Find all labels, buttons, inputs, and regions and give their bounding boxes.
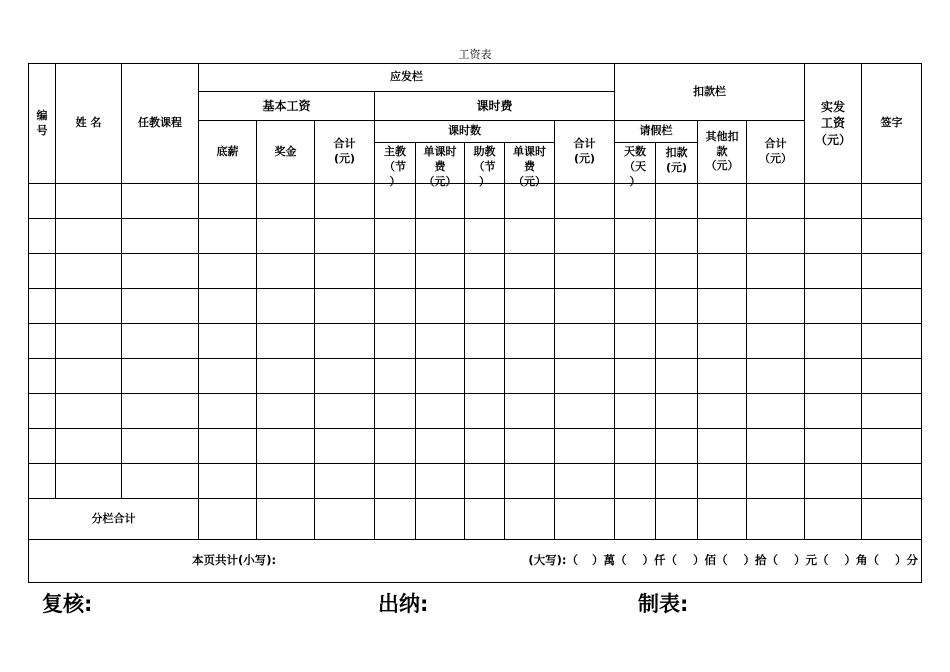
header-class-fee: 课时费	[375, 92, 615, 121]
table-cell[interactable]	[698, 359, 747, 394]
table-cell[interactable]	[805, 324, 862, 359]
table-cell[interactable]	[656, 254, 698, 289]
table-cell[interactable]	[465, 429, 505, 464]
table-cell[interactable]	[862, 184, 922, 219]
table-cell[interactable]	[505, 394, 555, 429]
table-cell[interactable]	[199, 429, 257, 464]
table-cell[interactable]	[199, 324, 257, 359]
table-cell[interactable]	[656, 324, 698, 359]
table-cell[interactable]	[315, 254, 375, 289]
table-cell[interactable]	[56, 324, 122, 359]
table-row	[29, 219, 922, 254]
table-cell[interactable]	[199, 289, 257, 324]
table-cell[interactable]	[122, 289, 199, 324]
subtotal-cell[interactable]	[315, 499, 375, 540]
table-cell[interactable]	[465, 289, 505, 324]
table-cell[interactable]	[465, 254, 505, 289]
table-cell[interactable]	[465, 464, 505, 499]
table-cell[interactable]	[257, 394, 315, 429]
table-cell[interactable]	[698, 394, 747, 429]
table-cell[interactable]	[747, 289, 805, 324]
table-cell[interactable]	[56, 394, 122, 429]
table-row	[29, 464, 922, 499]
unit-qian: ）仟（	[642, 552, 677, 567]
table-cell[interactable]	[656, 464, 698, 499]
header-bonus: 奖金	[257, 121, 315, 184]
table-cell[interactable]	[199, 359, 257, 394]
table-cell[interactable]	[122, 464, 199, 499]
header-base-pay: 底薪	[199, 121, 257, 184]
table-cell[interactable]	[416, 254, 465, 289]
table-cell[interactable]	[698, 429, 747, 464]
table-cell[interactable]	[555, 254, 615, 289]
total-uppercase-label: (大写):（	[528, 552, 578, 567]
table-cell[interactable]	[615, 464, 656, 499]
table-cell[interactable]	[862, 359, 922, 394]
table-cell[interactable]	[56, 289, 122, 324]
table-cell[interactable]	[698, 219, 747, 254]
table-cell[interactable]	[375, 219, 416, 254]
data-rows	[29, 184, 922, 499]
table-cell[interactable]	[615, 219, 656, 254]
header-other-deduction: 其他扣 款 （元）	[698, 121, 747, 184]
subtotal-cell[interactable]	[805, 499, 862, 540]
table-cell[interactable]	[805, 464, 862, 499]
table-cell[interactable]	[805, 429, 862, 464]
table-cell[interactable]	[505, 289, 555, 324]
table-cell[interactable]	[56, 254, 122, 289]
table-cell[interactable]	[29, 184, 56, 219]
header-net-pay: 实发 工资 （元）	[805, 64, 862, 184]
header-signature: 签字	[862, 64, 922, 184]
table-cell[interactable]	[615, 254, 656, 289]
table-cell[interactable]	[375, 394, 416, 429]
table-cell[interactable]	[747, 394, 805, 429]
table-cell[interactable]	[465, 219, 505, 254]
table-cell[interactable]	[257, 289, 315, 324]
table-cell[interactable]	[747, 219, 805, 254]
table-cell[interactable]	[747, 324, 805, 359]
table-cell[interactable]	[315, 184, 375, 219]
table-cell[interactable]	[416, 394, 465, 429]
table-cell[interactable]	[805, 359, 862, 394]
table-cell[interactable]	[315, 324, 375, 359]
table-cell[interactable]	[199, 394, 257, 429]
table-cell[interactable]	[56, 429, 122, 464]
table-cell[interactable]	[615, 324, 656, 359]
table-row	[29, 289, 922, 324]
table-cell[interactable]	[555, 429, 615, 464]
unit-jiao: ）角（	[844, 552, 879, 567]
header-name: 姓 名	[56, 64, 122, 184]
table-cell[interactable]	[805, 289, 862, 324]
unit-fen: ）分	[895, 552, 918, 567]
table-cell[interactable]	[656, 394, 698, 429]
table-cell[interactable]	[416, 289, 465, 324]
header-lead-teaching: 主教 （节 ）	[375, 143, 416, 184]
table-cell[interactable]	[122, 254, 199, 289]
table-cell[interactable]	[257, 254, 315, 289]
salary-table	[28, 63, 922, 583]
table-cell[interactable]	[257, 324, 315, 359]
header-payable: 应发栏	[199, 64, 615, 92]
table-cell[interactable]	[375, 324, 416, 359]
table-cell[interactable]	[416, 324, 465, 359]
subtotal-cell[interactable]	[257, 499, 315, 540]
header-leave-deduction: 扣款 (元)	[656, 143, 698, 184]
table-cell[interactable]	[29, 289, 56, 324]
table-cell[interactable]	[862, 289, 922, 324]
table-cell[interactable]	[656, 359, 698, 394]
table-cell[interactable]	[122, 219, 199, 254]
table-cell[interactable]	[805, 219, 862, 254]
subtotal-cell[interactable]	[656, 499, 698, 540]
table-cell[interactable]	[29, 359, 56, 394]
table-cell[interactable]	[505, 324, 555, 359]
table-cell[interactable]	[416, 429, 465, 464]
preparer-signature-label: 制表:	[638, 592, 689, 616]
header-unit-fee-2: 单课时 费 （元）	[505, 143, 555, 184]
table-cell[interactable]	[862, 394, 922, 429]
table-cell[interactable]	[747, 429, 805, 464]
table-cell[interactable]	[698, 184, 747, 219]
reviewer-signature-label: 复核:	[42, 592, 93, 616]
table-row	[29, 184, 922, 219]
subtotal-cell[interactable]	[375, 499, 416, 540]
header-number: 编 号	[29, 64, 56, 184]
unit-yuan: ）元（	[794, 552, 829, 567]
subtotal-cell[interactable]	[615, 499, 656, 540]
header-base-salary: 基本工资	[199, 92, 375, 121]
table-cell[interactable]	[122, 359, 199, 394]
table-cell[interactable]	[615, 394, 656, 429]
table-cell[interactable]	[862, 219, 922, 254]
table-cell[interactable]	[257, 219, 315, 254]
header-assist-teaching: 助教 （节 ）	[465, 143, 505, 184]
table-cell[interactable]	[29, 429, 56, 464]
table-cell[interactable]	[505, 464, 555, 499]
header-deduction-total: 合计 （元）	[747, 121, 805, 184]
table-cell[interactable]	[656, 184, 698, 219]
table-cell[interactable]	[862, 429, 922, 464]
table-cell[interactable]	[199, 254, 257, 289]
table-cell[interactable]	[257, 184, 315, 219]
table-cell[interactable]	[555, 219, 615, 254]
header-deductions: 扣款栏	[615, 64, 805, 121]
subtotal-cell[interactable]	[747, 499, 805, 540]
unit-shi: ）拾（	[743, 552, 778, 567]
cashier-signature-label: 出纳:	[378, 592, 429, 616]
table-cell[interactable]	[29, 394, 56, 429]
table-cell[interactable]	[29, 324, 56, 359]
table-cell[interactable]	[375, 359, 416, 394]
table-cell[interactable]	[199, 219, 257, 254]
table-cell[interactable]	[698, 289, 747, 324]
header-class-hours: 课时数	[375, 121, 555, 143]
table-cell[interactable]	[465, 324, 505, 359]
table-cell[interactable]	[505, 429, 555, 464]
table-row	[29, 324, 922, 359]
table-cell[interactable]	[315, 219, 375, 254]
header-course: 任教课程	[122, 64, 199, 184]
table-cell[interactable]	[615, 289, 656, 324]
table-cell[interactable]	[375, 254, 416, 289]
table-cell[interactable]	[257, 464, 315, 499]
table-cell[interactable]	[375, 289, 416, 324]
table-cell[interactable]	[315, 394, 375, 429]
table-cell[interactable]	[555, 359, 615, 394]
table-cell[interactable]	[199, 464, 257, 499]
header-leave: 请假栏	[615, 121, 698, 143]
table-cell[interactable]	[122, 394, 199, 429]
table-cell[interactable]	[615, 429, 656, 464]
table-cell[interactable]	[315, 429, 375, 464]
table-cell[interactable]	[416, 359, 465, 394]
document-title: 工资表	[458, 48, 492, 61]
table-cell[interactable]	[375, 464, 416, 499]
header-base-total: 合计 (元)	[315, 121, 375, 184]
table-row	[29, 429, 922, 464]
subtotal-cell[interactable]	[465, 499, 505, 540]
table-cell[interactable]	[555, 394, 615, 429]
table-cell[interactable]	[416, 464, 465, 499]
subtotal-cell[interactable]	[505, 499, 555, 540]
table-cell[interactable]	[29, 219, 56, 254]
header-leave-days: 天数 （天 ）	[615, 143, 656, 184]
table-cell[interactable]	[315, 359, 375, 394]
table-cell[interactable]	[805, 254, 862, 289]
table-cell[interactable]	[122, 324, 199, 359]
table-cell[interactable]	[465, 359, 505, 394]
table-cell[interactable]	[656, 289, 698, 324]
table-cell[interactable]	[505, 254, 555, 289]
table-cell[interactable]	[698, 254, 747, 289]
table-cell[interactable]	[505, 219, 555, 254]
table-cell[interactable]	[257, 429, 315, 464]
header-class-total: 合计 (元)	[555, 121, 615, 184]
table-cell[interactable]	[862, 324, 922, 359]
table-cell[interactable]	[656, 219, 698, 254]
table-cell[interactable]	[862, 464, 922, 499]
table-cell[interactable]	[555, 289, 615, 324]
table-cell[interactable]	[56, 464, 122, 499]
table-cell[interactable]	[29, 464, 56, 499]
subtotal-cell[interactable]	[416, 499, 465, 540]
table-cell[interactable]	[29, 254, 56, 289]
table-row	[29, 254, 922, 289]
table-row	[29, 359, 922, 394]
table-cell[interactable]	[315, 289, 375, 324]
table-cell[interactable]	[747, 254, 805, 289]
subtotal-cell[interactable]	[698, 499, 747, 540]
table-cell[interactable]	[747, 184, 805, 219]
table-cell[interactable]	[56, 219, 122, 254]
table-cell[interactable]	[656, 429, 698, 464]
table-cell[interactable]	[805, 184, 862, 219]
table-cell[interactable]	[375, 429, 416, 464]
subtotal-cell[interactable]	[199, 499, 257, 540]
table-cell[interactable]	[555, 464, 615, 499]
table-cell[interactable]	[199, 184, 257, 219]
table-cell[interactable]	[698, 464, 747, 499]
table-row	[29, 394, 922, 429]
table-cell[interactable]	[122, 184, 199, 219]
table-cell[interactable]	[56, 359, 122, 394]
table-cell[interactable]	[56, 184, 122, 219]
table-cell[interactable]	[615, 359, 656, 394]
subtotal-label: 分栏合计	[29, 499, 199, 540]
subtotal-cell[interactable]	[862, 499, 922, 540]
table-cell[interactable]	[465, 394, 505, 429]
table-cell[interactable]	[747, 464, 805, 499]
table-cell[interactable]	[257, 359, 315, 394]
table-cell[interactable]	[698, 324, 747, 359]
table-cell[interactable]	[555, 184, 615, 219]
table-cell[interactable]	[122, 429, 199, 464]
table-cell[interactable]	[805, 394, 862, 429]
table-cell[interactable]	[555, 324, 615, 359]
table-cell[interactable]	[747, 359, 805, 394]
subtotal-cell[interactable]	[555, 499, 615, 540]
unit-bai: ）佰（	[693, 552, 728, 567]
header-unit-fee-1: 单课时 费 （元）	[416, 143, 465, 184]
unit-wan: ）萬（	[592, 552, 627, 567]
table-cell[interactable]	[862, 254, 922, 289]
table-cell[interactable]	[315, 464, 375, 499]
table-cell[interactable]	[416, 219, 465, 254]
table-cell[interactable]	[505, 359, 555, 394]
total-lowercase-label: 本页共计(小写):	[192, 552, 277, 567]
page-total-row	[29, 540, 922, 583]
